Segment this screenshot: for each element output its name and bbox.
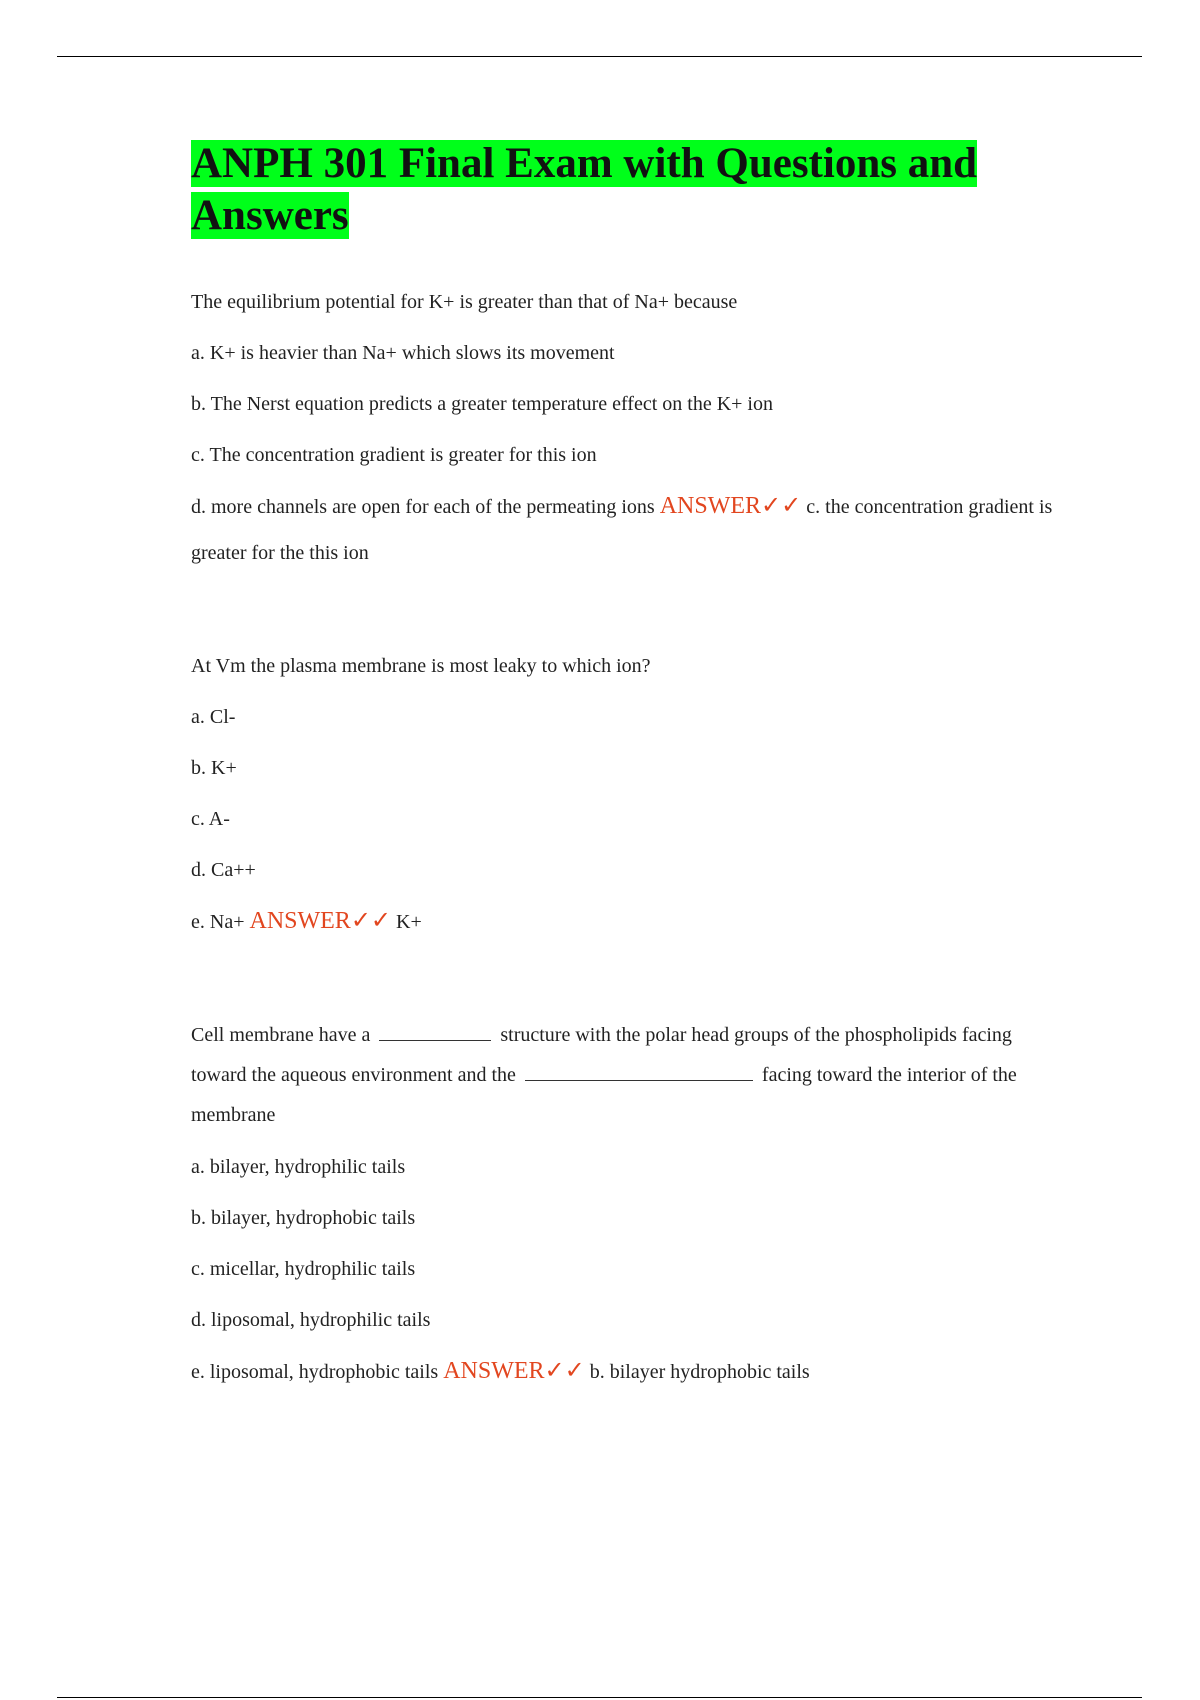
answer-option: a. bilayer, hydrophilic tails [191, 1156, 406, 1178]
answer-option: d. liposomal, hydrophilic tails [191, 1309, 431, 1331]
answer-option: d. Ca++ [191, 859, 256, 881]
correct-answer-text: b. bilayer hydrophobic tails [589, 1361, 810, 1383]
answer-option-with-answer [191, 483, 1071, 576]
title-line-1: ANPH 301 Final Exam with Questions and [191, 140, 978, 187]
answer-option: b. The Nerst equation predicts a greater temperature effect on the K+ ion [191, 393, 773, 415]
answer-option: a. K+ is heavier than Na+ which slows its movement [191, 342, 615, 364]
answer-option-with-answer [191, 1342, 1071, 1401]
answer-option: b. K+ [191, 757, 237, 779]
fill-in-blank [379, 1039, 491, 1041]
question-stem-part-2: structure with the polar head groups of the phospholipids facing toward the aqueous environment and the [191, 1024, 1012, 1086]
answer-label: ANSWER✓✓ [443, 1358, 585, 1384]
answer-option: c. A- [191, 808, 230, 830]
answer-option-with-answer [191, 898, 1071, 945]
question-stem-part-3: facing toward the interior of the membrane [191, 1064, 1017, 1126]
bottom-rule [57, 1697, 1142, 1698]
fill-in-blank [525, 1079, 753, 1081]
answer-option: c. micellar, hydrophilic tails [191, 1258, 416, 1280]
title-line-2: Answers [191, 192, 349, 239]
question-1 [191, 290, 1071, 576]
answer-label: ANSWER✓✓ [659, 493, 802, 519]
question-2 [191, 654, 1071, 945]
question-stem [191, 1015, 1071, 1135]
question-3 [191, 1015, 1071, 1401]
answer-option: c. The concentration gradient is greater for this ion [191, 444, 597, 466]
correct-answer-text: K+ [396, 911, 422, 933]
question-stem: The equilibrium potential for K+ is greater than that of Na+ because [191, 291, 738, 313]
answer-option-text: e. liposomal, hydrophobic tails [191, 1361, 439, 1383]
document-body [191, 138, 1071, 1401]
correct-answer-text: c. the concentration gradient is greater for the this ion [191, 496, 1053, 564]
document-title [191, 138, 1071, 242]
answer-option: a. Cl- [191, 706, 236, 728]
question-stem-part-1: Cell membrane have a [191, 1024, 371, 1046]
answer-label: ANSWER✓✓ [249, 908, 392, 934]
answer-option: b. bilayer, hydrophobic tails [191, 1207, 416, 1229]
top-rule [57, 56, 1142, 57]
answer-option-text: e. Na+ [191, 911, 245, 933]
answer-option-text: d. more channels are open for each of the permeating ions [191, 496, 655, 518]
question-stem: At Vm the plasma membrane is most leaky to which ion? [191, 655, 651, 677]
